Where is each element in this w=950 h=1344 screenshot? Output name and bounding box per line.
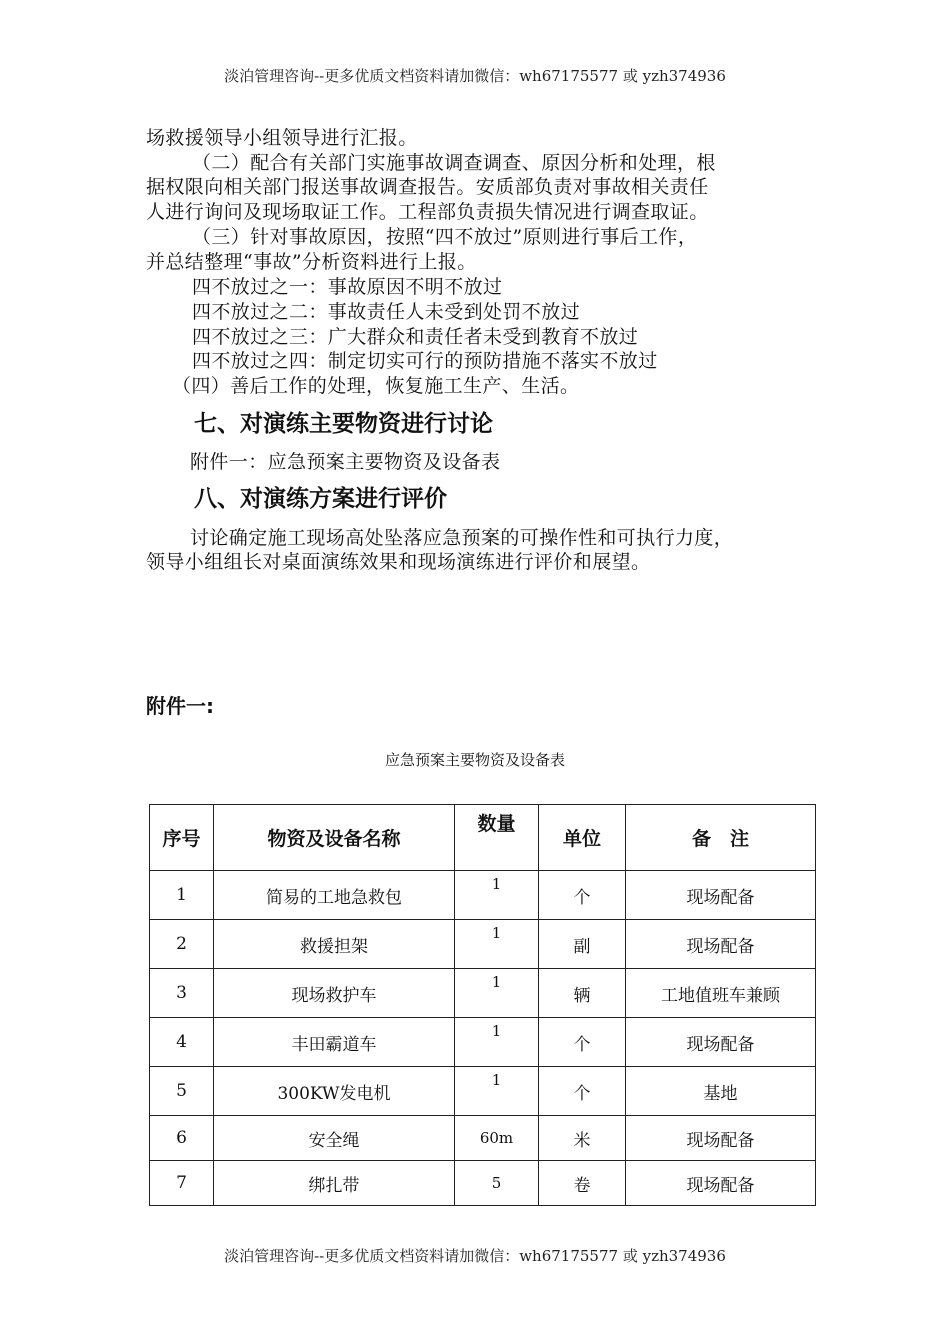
paragraph-line: 讨论确定施工现场高处坠落应急预案的可操作性和可执行力度，: [190, 527, 734, 549]
cell-quantity: 1: [455, 1018, 539, 1067]
table-row: [150, 969, 816, 1018]
cell-unit: 副: [539, 920, 626, 969]
cell-item-name: 安全绳: [214, 1116, 455, 1161]
attachment-reference: 附件一：应急预案主要物资及设备表: [190, 451, 501, 473]
cell-quantity: 1: [455, 871, 539, 920]
equipment-table: [149, 804, 816, 1206]
table-title: 应急预案主要物资及设备表: [384, 751, 565, 769]
cell-index: 7: [150, 1161, 214, 1206]
table-row: [150, 920, 816, 969]
page-footer: 淡泊管理咨询--更多优质文档资料请加微信：wh67175577 或 yzh374936: [224, 1247, 726, 1265]
column-header: 数量: [455, 805, 539, 871]
cell-index: 1: [150, 871, 214, 920]
column-header: 备 注: [626, 805, 816, 871]
section-heading-7: 七、对演练主要物资进行讨论: [194, 411, 493, 437]
cell-quantity: 1: [455, 1067, 539, 1116]
cell-item-name: 简易的工地急救包: [214, 871, 455, 920]
cell-remark: 现场配备: [626, 871, 816, 920]
cell-item-name: 现场救护车: [214, 969, 455, 1018]
rule-item: 四不放过之三：广大群众和责任者未受到教育不放过: [192, 326, 639, 348]
paragraph-line: （三）针对事故原因，按照“四不放过”原则进行事后工作，: [192, 226, 698, 248]
cell-item-name: 丰田霸道车: [214, 1018, 455, 1067]
cell-quantity: 60m: [455, 1116, 539, 1161]
paragraph-line: 场救援领导小组领导进行汇报。: [146, 127, 418, 149]
cell-remark: 现场配备: [626, 1161, 816, 1206]
rule-item: 四不放过之一：事故原因不明不放过: [192, 276, 503, 298]
cell-unit: 个: [539, 871, 626, 920]
cell-quantity: 1: [455, 969, 539, 1018]
paragraph-line: 领导小组组长对桌面演练效果和现场演练进行评价和展望。: [146, 551, 651, 573]
column-header: 单位: [539, 805, 626, 871]
cell-unit: 辆: [539, 969, 626, 1018]
section-heading-8: 八、对演练方案进行评价: [194, 486, 447, 512]
paragraph-line: 据权限向相关部门报送事故调查报告。安质部负责对事故相关责任: [146, 176, 709, 198]
attachment-label: 附件一:: [146, 694, 214, 718]
cell-unit: 米: [539, 1116, 626, 1161]
paragraph-line: 人进行询问及现场取证工作。工程部负责损失情况进行调查取证。: [146, 201, 709, 223]
cell-item-name: 救援担架: [214, 920, 455, 969]
cell-unit: 个: [539, 1067, 626, 1116]
rule-item: 四不放过之二：事故责任人未受到处罚不放过: [192, 301, 581, 323]
column-header: 物资及设备名称: [214, 805, 455, 871]
cell-item-name: 绑扎带: [214, 1161, 455, 1206]
cell-quantity: 5: [455, 1161, 539, 1206]
table-row: [150, 1067, 816, 1116]
table-row: [150, 871, 816, 920]
cell-quantity: 1: [455, 920, 539, 969]
cell-remark: 工地值班车兼顾: [626, 969, 816, 1018]
paragraph-line: （四）善后工作的处理，恢复施工生产、生活。: [172, 375, 580, 397]
paragraph-line: （二）配合有关部门实施事故调查调查、原因分析和处理，根: [192, 152, 716, 174]
cell-remark: 现场配备: [626, 920, 816, 969]
cell-unit: 卷: [539, 1161, 626, 1206]
cell-unit: 个: [539, 1018, 626, 1067]
cell-remark: 现场配备: [626, 1116, 816, 1161]
cell-index: 6: [150, 1116, 214, 1161]
table-row: [150, 1161, 816, 1206]
table-row: [150, 1116, 816, 1161]
cell-index: 3: [150, 969, 214, 1018]
cell-remark: 基地: [626, 1067, 816, 1116]
column-header: 序号: [150, 805, 214, 871]
cell-item-name: 300KW发电机: [214, 1067, 455, 1116]
table-row: [150, 1018, 816, 1067]
table-header-row: [150, 805, 816, 871]
cell-remark: 现场配备: [626, 1018, 816, 1067]
cell-index: 2: [150, 920, 214, 969]
cell-index: 5: [150, 1067, 214, 1116]
page-header: 淡泊管理咨询--更多优质文档资料请加微信：wh67175577 或 yzh374936: [224, 67, 726, 85]
rule-item: 四不放过之四：制定切实可行的预防措施不落实不放过: [192, 350, 658, 372]
paragraph-line: 并总结整理“事故”分析资料进行上报。: [146, 251, 477, 273]
cell-index: 4: [150, 1018, 214, 1067]
